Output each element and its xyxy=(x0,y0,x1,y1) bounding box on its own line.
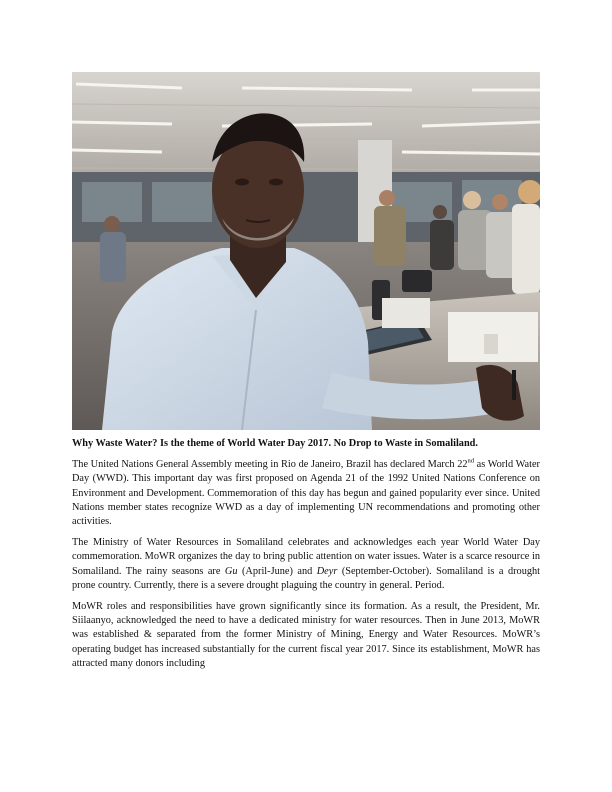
season-gu: Gu xyxy=(224,565,238,577)
paragraph-1-part-1: The United Nations General Assembly meeting in Rio de Janeiro, Brazil has declared March 22 xyxy=(72,459,468,471)
paragraph-1-part-2: as World Water Day (WWD). This important day was first proposed on Agenda 21 of the 1992 United Nations Conference on Environment and Development. Commemoration of this day has begun and gained popularity ever since. United Nations member states recognize WWD as a day of implementing UN recommendations and promoting other activities. xyxy=(72,459,540,528)
paragraph-world-water-day xyxy=(72,458,540,529)
paragraph-mowr-roles: MoWR roles and responsibilities have grown significantly since its formation. As a result, the President, Mr. Siilaanyo, acknowledged the need to have a dedicated ministry for water resources. Then in June 2013, MoWR was established & separated from the former Ministry of Mining, Energy and Water Resources. MoWR’s operating budget has increased substantially for the current fiscal year 2017. Since its establishment, MoWR has attracted many donors including xyxy=(72,601,540,669)
season-deyr: Deyr xyxy=(316,565,338,577)
paragraph-2-part-2: (April-June) and xyxy=(237,565,317,577)
article-heading: Why Waste Water? Is the theme of World Water Day 2017. No Drop to Waste in Somaliland. xyxy=(72,438,478,449)
paragraph-2-part-3: (September-October). Somaliland is a drought prone country. Currently, there is a severe drought plaguing the country in general. Period. xyxy=(72,565,540,591)
paragraph-mowr-commemoration xyxy=(72,536,540,593)
ordinal-suffix: nd xyxy=(467,457,474,465)
photo-man-at-airport xyxy=(72,72,540,430)
article-text xyxy=(72,437,540,678)
photo-illustration xyxy=(72,72,540,430)
paragraph-2-part-1: The Ministry of Water Resources in Somaliland celebrates and acknowledges each year World Water Day commemoration. MoWR organizes the day to bring public attention on water issues. Water is a scarce resource in Somaliland. The rainy seasons are xyxy=(72,537,540,577)
